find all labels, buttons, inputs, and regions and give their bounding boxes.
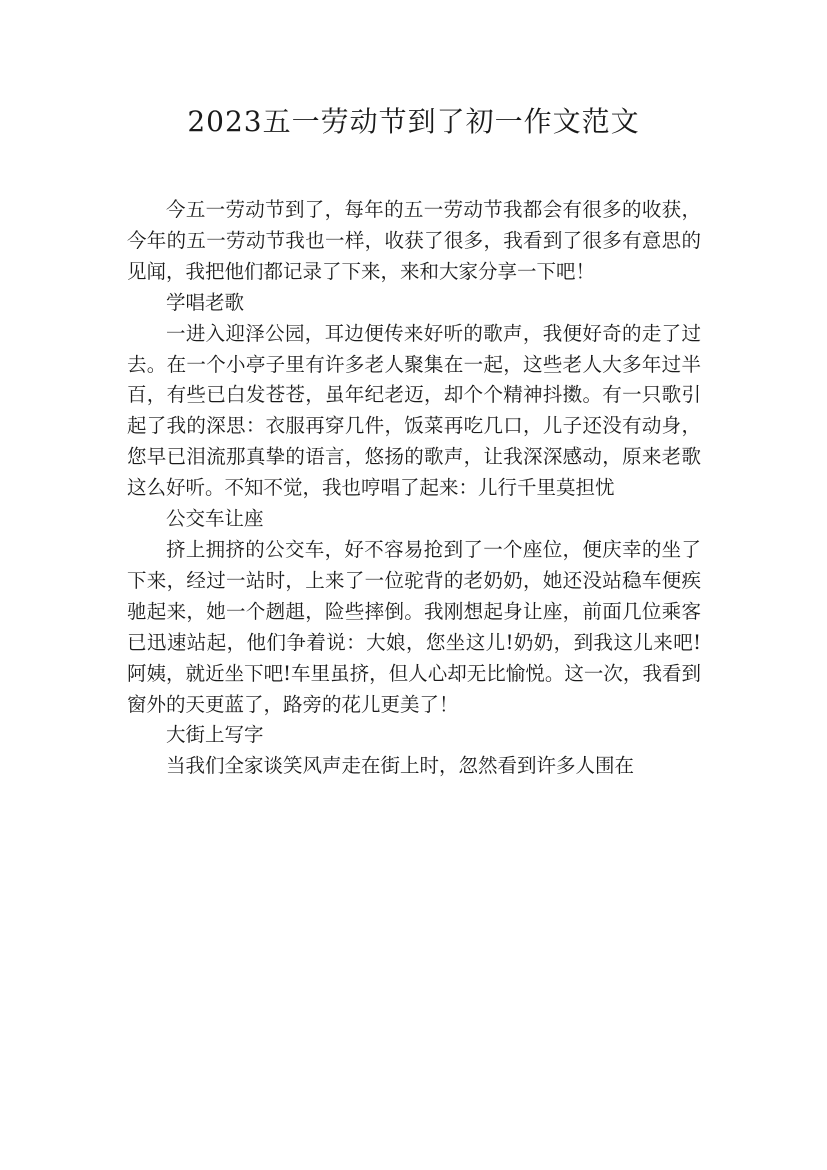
section-heading-bus-seat: 公交车让座 (166, 507, 264, 531)
paragraph-old-songs: 一进入迎泽公园，耳边便传来好听的歌声，我便好奇的走了过去。在一个小亭子里有许多老人聚集在一起，这些老人大多年过半百，有些已白发苍苍，虽年纪老迈，却个个精神抖擞。有一只歌引起了我的深思：衣服再穿几件，饭菜再吃几口，儿子还没有动身，您早已泪流那真挚的语言，悠扬的歌声，让我深深感动，原来老歌这么好听。不知不觉，我也哼唱了起来：儿行千里莫担忧 (127, 321, 701, 500)
section-heading-street-writing: 大街上写字 (166, 723, 264, 747)
paragraph-street-writing: 当我们全家谈笑风声走在街上时，忽然看到许多人围在 (166, 754, 635, 778)
section-heading-old-songs: 学唱老歌 (166, 290, 245, 314)
paragraph-intro: 今五一劳动节到了，每年的五一劳动节我都会有很多的收获，今年的五一劳动节我也一样，收获了很多，我看到了很多有意思的见闻，我把他们都记录了下来，来和大家分享一下吧！ (127, 198, 701, 283)
paragraph-bus-seat: 挤上拥挤的公交车，好不容易抢到了一个座位，便庆幸的坐了下来，经过一站时，上来了一位驼背的老奶奶，她还没站稳车便疾驰起来，她一个趔趄，险些摔倒。我刚想起身让座，前面几位乘客已迅速站起，他们争着说：大娘，您坐这儿!奶奶，到我这儿来吧!阿姨，就近坐下吧!车里虽挤，但人心却无比愉悦。这一次，我看到窗外的天更蓝了，路旁的花儿更美了！ (127, 537, 701, 716)
document-title: 2023五一劳动节到了初一作文范文 (187, 105, 640, 138)
document-body (127, 195, 701, 782)
